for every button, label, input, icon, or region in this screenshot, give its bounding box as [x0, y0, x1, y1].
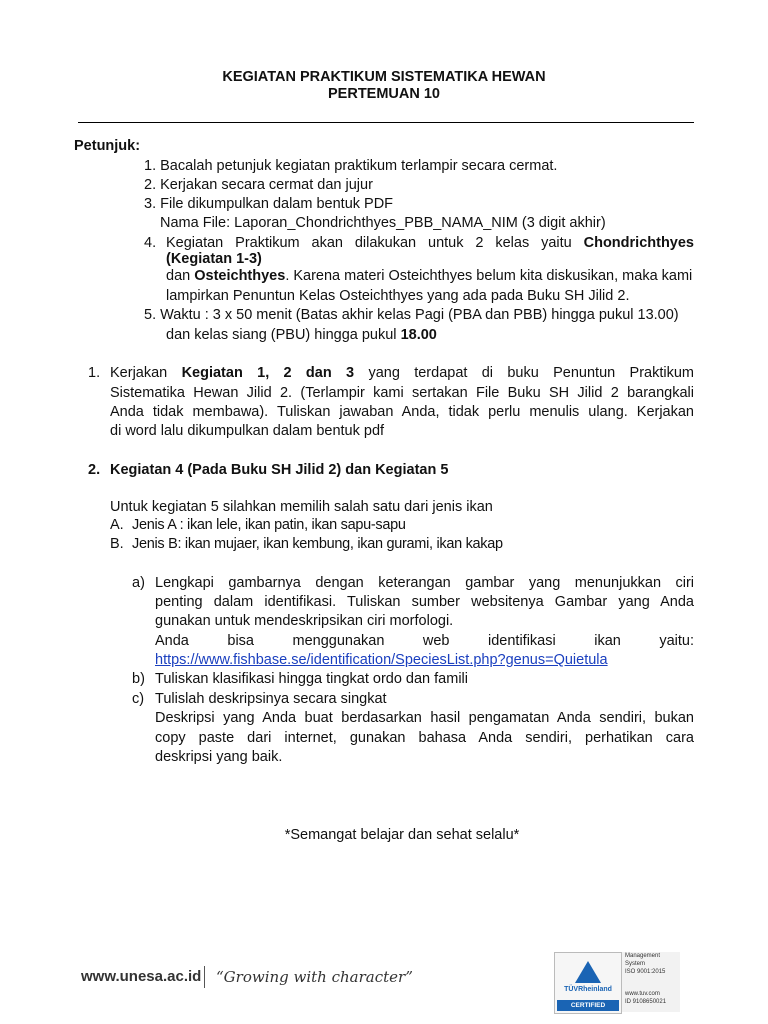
item-a-link-row — [155, 651, 608, 670]
section-2-number: 2. — [88, 462, 101, 478]
petunjuk-item-3-filename: Nama File: Laporan_Chondrichthyes_PBB_NAMA_NIM (3 digit akhir) — [160, 215, 606, 231]
page-subtitle: PERTEMUAN 10 — [328, 86, 440, 102]
page-title: KEGIATAN PRAKTIKUM SISTEMATIKA HEWAN — [222, 69, 546, 85]
section-1-bold-kegiatan: Kegiatan 1, 2 dan 3 — [181, 365, 355, 381]
jenis-a-text: Jenis A : ikan lele, ikan patin, ikan sapu-sapu — [132, 517, 406, 533]
petunjuk-item-4-rest: . Karena materi Osteichthyes belum kita diskusikan, maka kami — [285, 268, 693, 284]
section-1-number: 1. — [88, 365, 101, 381]
petunjuk-item-2: 2. Kerjakan secara cermat dan jujur — [144, 177, 373, 193]
petunjuk-item-5-bold-time: 18.00 — [400, 327, 437, 343]
petunjuk-item-4-number: 4. — [144, 235, 157, 251]
cert-line-1: Management — [625, 953, 661, 959]
item-c-marker: c) — [132, 691, 145, 707]
section-1-line2: Sistematika Hewan Jilid 2. (Terlampir kami sertakan File Buku SH Jilid 2 barangkali — [110, 385, 694, 401]
divider — [78, 122, 694, 123]
certification-logo — [554, 952, 622, 1014]
section-1-line4: di word lalu dikumpulkan dalam bentuk pdf — [110, 423, 385, 439]
petunjuk-item-4-line4: lampirkan Penuntun Kelas Osteichthyes yang ada pada Buku SH Jilid 2. — [166, 288, 630, 304]
section-1-line1 — [110, 364, 694, 383]
item-a-marker: a) — [132, 575, 145, 591]
fishbase-link[interactable]: https://www.fishbase.se/identification/SpeciesList.php?genus=Quietula — [155, 652, 608, 668]
certification-info — [622, 952, 680, 1012]
footer-separator — [204, 966, 205, 988]
item-a-line4: Anda bisa menggunakan web identifikasi ikan yaitu: — [155, 633, 694, 649]
item-a-line1: Lengkapi gambarnya dengan keterangan gambar yang menunjukkan ciri — [155, 575, 694, 591]
footer-tagline: “Growing with character” — [216, 968, 413, 986]
footer-url: www.unesa.ac.id — [81, 968, 202, 985]
petunjuk-item-4-kegiatan: (Kegiatan 1-3) — [166, 251, 262, 267]
section-1-line3: Anda tidak membawa). Tuliskan jawaban Anda, tidak perlu menulis ulang. Kerjakan — [110, 404, 694, 420]
jenis-a-number: A. — [110, 517, 124, 533]
cert-brand: TÜVRheinland — [564, 986, 612, 993]
cert-line-3: ISO 9001:2015 — [625, 969, 666, 975]
petunjuk-item-3: 3. File dikumpulkan dalam bentuk PDF — [144, 196, 394, 212]
section-2-intro: Untuk kegiatan 5 silahkan memilih salah satu dari jenis ikan — [110, 499, 493, 515]
item-a-line3: gunakan untuk mendeskripsikan ciri morfologi. — [155, 613, 454, 629]
petunjuk-label: Petunjuk: — [74, 138, 141, 154]
item-a-line2: penting dalam identifikasi. Tuliskan sumber websitenya Gambar yang Anda — [155, 594, 694, 610]
petunjuk-item-5-text: dan kelas siang (PBU) hingga pukul — [166, 327, 397, 343]
section-1-text-b: yang terdapat di buku Penuntun Praktikum — [368, 365, 694, 381]
closing-message: *Semangat belajar dan sehat selalu* — [284, 827, 520, 843]
cert-line-4: www.tuv.com — [625, 991, 660, 997]
jenis-b-number: B. — [110, 536, 124, 552]
item-c-line2: Deskripsi yang Anda buat berdasarkan hasil pengamatan Anda sendiri, bukan — [155, 710, 694, 726]
cert-line-2: System — [625, 961, 646, 967]
petunjuk-item-4-bold-chondrichthyes: Chondrichthyes — [583, 235, 694, 251]
item-c-line1: Tulislah deskripsinya secara singkat — [155, 691, 387, 707]
petunjuk-item-4-line3 — [166, 267, 694, 286]
petunjuk-item-1: 1. Bacalah petunjuk kegiatan praktikum terlampir secara cermat. — [144, 158, 558, 174]
petunjuk-item-4-dan: dan — [166, 268, 191, 284]
item-c-line4: deskripsi yang baik. — [155, 749, 283, 765]
item-b-text: Tuliskan klasifikasi hingga tingkat ordo dan famili — [155, 671, 468, 687]
section-2-heading: Kegiatan 4 (Pada Buku SH Jilid 2) dan Kegiatan 5 — [110, 462, 449, 478]
cert-band: CERTIFIED — [557, 1000, 619, 1011]
item-c-line3: copy paste dari internet, gunakan bahasa Anda sendiri, perhatikan cara — [155, 730, 694, 746]
cert-line-5: ID 9108650021 — [625, 999, 667, 1005]
section-1-text-a: Kerjakan — [110, 365, 168, 381]
petunjuk-item-5-line1: 5. Waktu : 3 x 50 menit (Batas akhir kelas Pagi (PBA dan PBB) hingga pukul 13.00) — [144, 307, 679, 323]
petunjuk-item-4-bold-osteichthyes: Osteichthyes — [194, 268, 286, 284]
tuv-triangle-icon — [575, 961, 601, 983]
jenis-b-text: Jenis B: ikan mujaer, ikan kembung, ikan gurami, ikan kakap — [132, 536, 503, 552]
petunjuk-item-4-text: Kegiatan Praktikum akan dilakukan untuk 2 kelas yaitu — [166, 235, 572, 251]
petunjuk-item-5-line2 — [166, 326, 437, 345]
item-b-marker: b) — [132, 671, 145, 687]
